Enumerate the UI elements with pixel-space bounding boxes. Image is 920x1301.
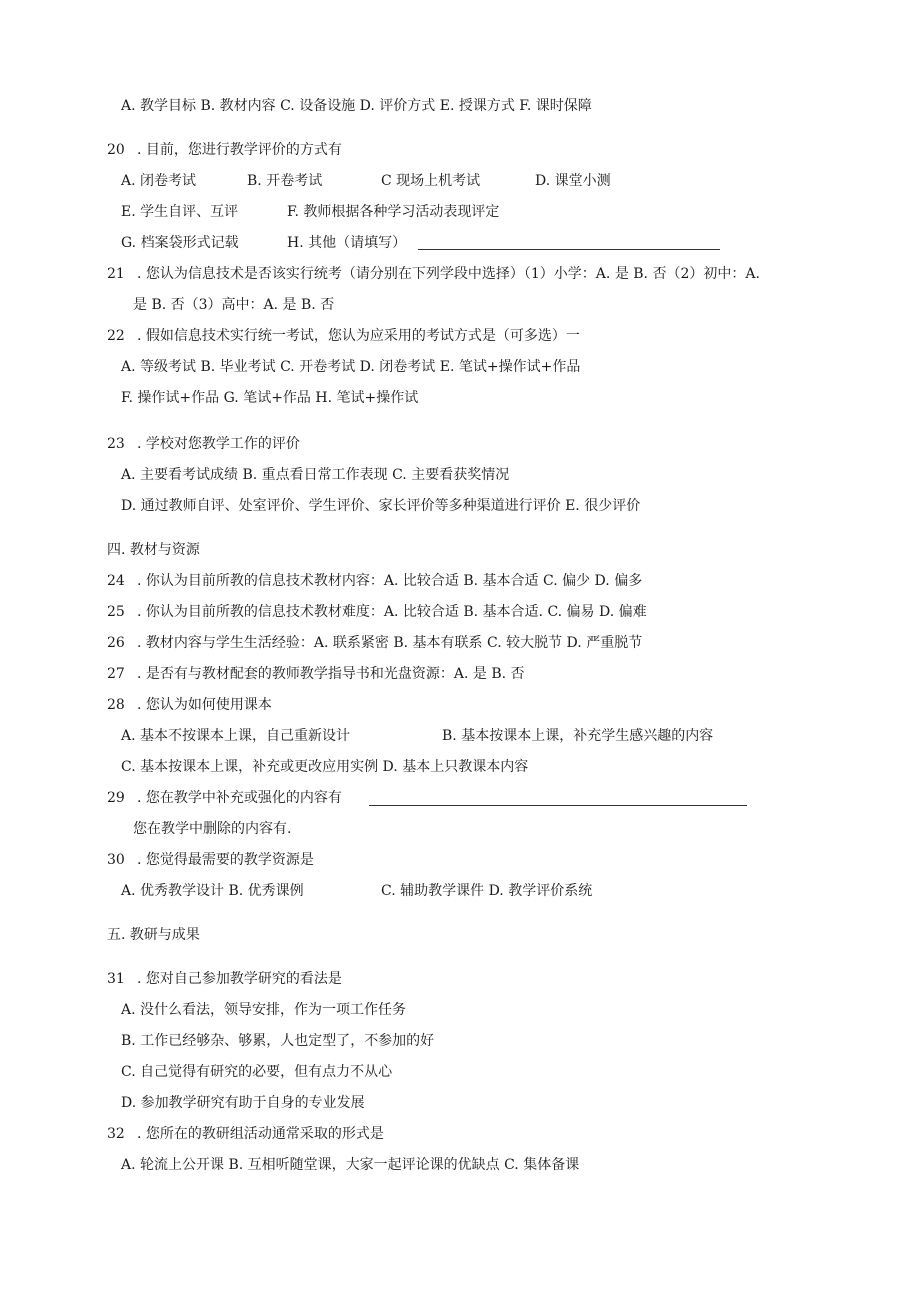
q31-option-b: B. 工作已经够杂、够累，人也定型了，不参加的好: [121, 1033, 435, 1049]
q23-options-row-2: D. 通过教师自评、处室评价、学生评价、家长评价等多种渠道进行评价 E. 很少评价: [121, 498, 641, 514]
q20-option-d: D. 课堂小测: [535, 173, 611, 189]
question-text: . 您觉得最需要的教学资源是: [137, 852, 314, 868]
q20-options-row-1: [121, 171, 821, 191]
section-4-heading: 四. 教材与资源: [107, 542, 200, 558]
question-text: . 你认为目前所教的信息技术教材内容：A. 比较合适 B. 基本合适 C. 偏少 D. 偏多: [137, 573, 643, 589]
q20-option-g: G. 档案袋形式记载: [121, 235, 239, 251]
q20-option-e: E. 学生自评、互评: [121, 204, 239, 220]
q31-option-a: A. 没什么看法，领导安排，作为一项工作任务: [121, 1002, 407, 1018]
question-number: 24: [107, 573, 125, 589]
question-text: . 目前，您进行教学评价的方式有: [137, 142, 342, 158]
question-number: 23: [107, 436, 125, 452]
q31-option-d: D. 参加教学研究有助于自身的专业发展: [121, 1095, 365, 1111]
q20-options-row-2: [121, 202, 821, 222]
q32-options-row: A. 轮流上公开课 B. 互相听随堂课，大家一起评论课的优缺点 C. 集体备课: [121, 1157, 580, 1173]
question-number: 20: [107, 142, 125, 158]
q20-option-a: A. 闭卷考试: [121, 173, 197, 189]
question-number: 27: [107, 666, 125, 682]
question-text: . 您认为如何使用课本: [137, 697, 272, 713]
question-text: . 您对自己参加教学研究的看法是: [137, 971, 342, 987]
question-number: 29: [107, 790, 125, 806]
q29-deleted-content: 您在教学中删除的内容有.: [133, 821, 292, 837]
q28-option-a: A. 基本不按课本上课，自己重新设计: [121, 728, 351, 744]
question-text: . 您在教学中补充或强化的内容有: [137, 790, 342, 806]
question-number: 21: [107, 266, 125, 282]
q20-fill-in-line[interactable]: [418, 249, 720, 250]
question-number: 25: [107, 604, 125, 620]
question-number: 32: [107, 1126, 125, 1142]
q23-options-row-1: A. 主要看考试成绩 B. 重点看日常工作表现 C. 主要看获奖情况: [121, 467, 510, 483]
q28-options-row-1: [121, 726, 821, 746]
q28-option-b: B. 基本按课本上课，补充学生感兴趣的内容: [442, 728, 714, 744]
question-number: 30: [107, 852, 125, 868]
q20-option-h: H. 其他（请填写）: [287, 235, 407, 251]
q28-options-row-2: C. 基本按课本上课，补充或更改应用实例 D. 基本上只教课本内容: [121, 759, 529, 775]
q20-option-c: C 现场上机考试: [381, 173, 481, 189]
question-number: 22: [107, 328, 125, 344]
question-number: 28: [107, 697, 125, 713]
question-text: . 您认为信息技术是否该实行统考（请分别在下列学段中选择）（1）小学：A. 是 B. 否（2）初中：A.: [137, 266, 760, 282]
q19-options: A. 教学目标 B. 教材内容 C. 设备设施 D. 评价方式 E. 授课方式 F. 课时保障: [121, 98, 592, 114]
question-text: . 教材内容与学生生活经验：A. 联系紧密 B. 基本有联系 C. 较大脱节 D. 严重脱节: [137, 635, 643, 651]
question-text: . 是否有与教材配套的教师教学指导书和光盘资源：A. 是 B. 否: [137, 666, 525, 682]
q22-options-row-1: A. 等级考试 B. 毕业考试 C. 开卷考试 D. 闭卷考试 E. 笔试+操作试+作品: [121, 359, 581, 375]
question-number: 31: [107, 971, 125, 987]
q30-option-ab: A. 优秀教学设计 B. 优秀课例: [121, 883, 304, 899]
q21-continuation: 是 B. 否（3）高中：A. 是 B. 否: [133, 297, 335, 313]
question-text: . 学校对您教学工作的评价: [137, 436, 300, 452]
q30-option-cd: C. 辅助教学课件 D. 教学评价系统: [381, 883, 593, 899]
q30-options-row: [121, 881, 821, 901]
question-number: 26: [107, 635, 125, 651]
section-5-heading: 五. 教研与成果: [107, 927, 200, 943]
q31-option-c: C. 自己觉得有研究的必要，但有点力不从心: [121, 1064, 393, 1080]
q22-options-row-2: F. 操作试+作品 G. 笔试+作品 H. 笔试+操作试: [121, 390, 419, 406]
q20-options-row-3: [121, 233, 821, 253]
question-text: . 假如信息技术实行统一考试，您认为应采用的考试方式是（可多选）一: [137, 328, 580, 344]
q20-option-f: F. 教师根据各种学习活动表现评定: [287, 204, 500, 220]
question-text: . 你认为目前所教的信息技术教材难度：A. 比较合适 B. 基本合适. C. 偏易 D. 偏难: [137, 604, 647, 620]
question-text: . 您所在的教研组活动通常采取的形式是: [137, 1126, 384, 1142]
q20-option-b: B. 开卷考试: [247, 173, 323, 189]
q29-fill-in-line[interactable]: [369, 805, 747, 806]
